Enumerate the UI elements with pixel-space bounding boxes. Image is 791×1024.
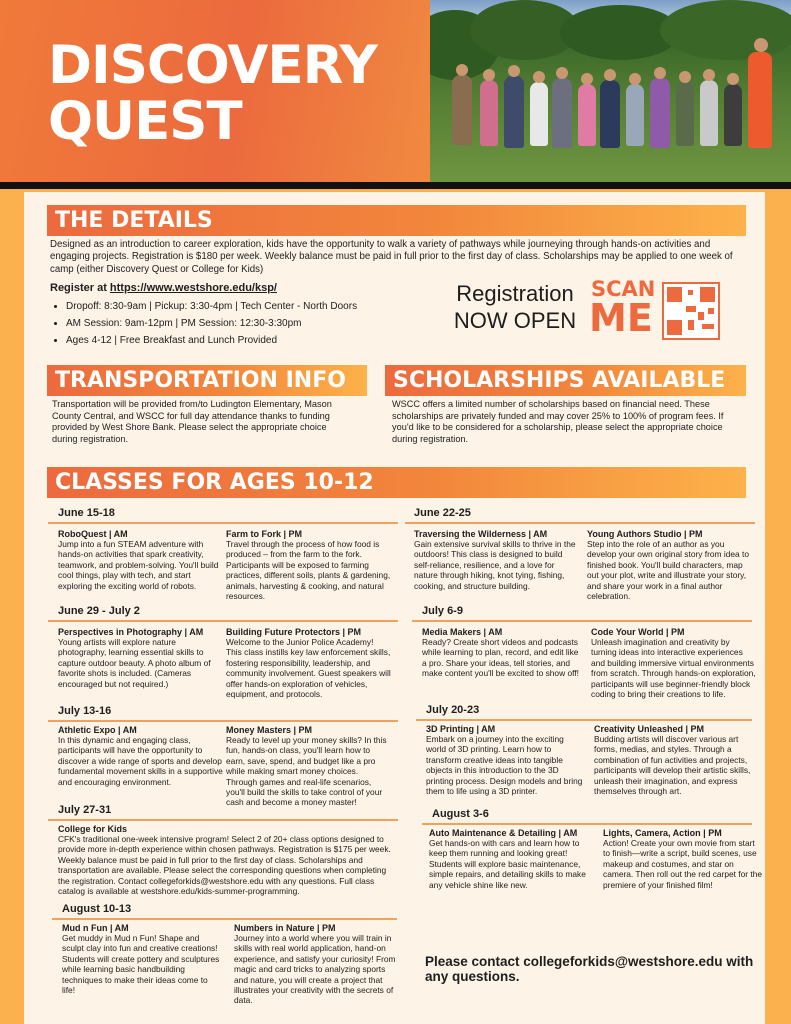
week-date: July 6-9 [422, 605, 463, 617]
class-description: Embark on a journey into the exciting world of 3D printing. Learn how to transform creative ideas into tangible objects in this introduction to the 3D printing process. Design models and bring them to life using a 3D printer. [426, 734, 583, 797]
hero-title-panel [0, 0, 430, 185]
week-date: July 13-16 [58, 705, 112, 717]
week-divider [422, 823, 752, 825]
class-title: Lights, Camera, Action | PM [603, 828, 722, 838]
bullet-sessions: • AM Session: 9am-12pm | PM Session: 12:30-3:30pm [66, 315, 446, 332]
title-line-2: QUEST [48, 91, 242, 152]
class-description: Ready to level up your money skills? In this fun, hands-on class, you'll learn how to earn, save, spend, and budget like a pro while making smart money choices. Through games and real-life scenarios, you'll build the skills to take control of your cash and become a money master! [226, 735, 387, 808]
week-date: August 10-13 [62, 903, 132, 915]
class-title: Code Your World | PM [591, 627, 685, 637]
class-title: Money Masters | PM [226, 725, 313, 735]
hero-banner [0, 0, 791, 185]
qr-code-icon[interactable] [662, 282, 720, 340]
class-description: Ready? Create short videos and podcasts while learning to plan, record, and edit like a pro. Share your ideas, tell stories, and make content you'll be excited to show off! [422, 637, 579, 679]
class-title: Traversing the Wilderness | AM [414, 529, 548, 539]
class-title: Athletic Expo | AM [58, 725, 137, 735]
class-title: Farm to Fork | PM [226, 529, 303, 539]
scan-label: SCAN [591, 277, 656, 301]
contact-note: Please contact collegeforkids@westshore.edu with any questions. [425, 954, 754, 984]
bullet-ages: • Ages 4-12 | Free Breakfast and Lunch Provided [66, 332, 446, 349]
week-date: August 3-6 [432, 808, 489, 820]
class-description: Gain extensive survival skills to thrive in the outdoors! This class is designed to build self-reliance, resilience, and a love for nature through hiking, knot tying, fishing, cooking, and structure building. [414, 539, 576, 591]
week-date: June 29 - July 2 [58, 605, 140, 617]
details-intro: Designed as an introduction to career exploration, kids have the opportunity to walk a variety of pathways while journeying through hands-on activities and engaging projects. Registration is $180 per week. Weekly balance must be paid in full prior to the first day of class. Scholarships may be applied to one week of camp (either Discovery Quest or College for Kids) [50, 239, 733, 275]
class-title: Auto Maintenance & Detailing | AM [429, 828, 578, 838]
week-divider [48, 620, 398, 622]
class-description: Travel through the process of how food is produced – from the farm to the fork. Participants will be exposed to farming practices, different soils, plants & gardening, animals, harvesting & cooking, and natural resources. [226, 539, 391, 602]
week-date: July 27-31 [58, 804, 112, 816]
register-line [50, 282, 277, 294]
group-photo [430, 0, 791, 185]
class-title: 3D Printing | AM [426, 724, 496, 734]
week-divider [412, 620, 752, 622]
bullet-dropoff: • Dropoff: 8:30-9am | Pickup: 3:30-4pm | Tech Center - North Doors [66, 298, 446, 315]
register-link[interactable]: https://www.westshore.edu/ksp/ [109, 282, 277, 294]
class-description: Unleash imagination and creativity by turning ideas into interactive experiences and building immersive virtual environments from scratch. Through hands-on exploration, participants will use beginner-friendly block coding to bring their creations to life. [591, 637, 756, 700]
class-title: Perspectives in Photography | AM [58, 627, 204, 637]
details-bullets [50, 298, 446, 349]
class-description: Get muddy in Mud n Fun! Shape and sculpt clay into fun and creative creations! Students will create pottery and sculptures while learning basic handbuilding techniques to make their ideas come to life! [62, 933, 220, 996]
hero-divider [0, 182, 791, 189]
week-divider [48, 720, 398, 722]
class-description: Get hands-on with cars and learn how to keep them running and looking great! Students will explore basic maintenance, simple repairs, and detailing skills to make any vehicle shine like new. [429, 838, 586, 890]
now-open-label: NOW OPEN [453, 308, 577, 333]
week-divider [52, 918, 397, 920]
class-description: Journey into a world where you will train in skills with real world application, hand-on experience, and satisfy your curiosity! From magic and card tricks to analyzing sports and nature, you will create a project that illustrates your creativity with the secrets of data. [234, 933, 396, 1006]
class-title: Media Makers | AM [422, 627, 503, 637]
registration-status [440, 280, 590, 334]
class-title: Numbers in Nature | PM [234, 923, 336, 933]
week-date: June 15-18 [58, 507, 115, 519]
class-description: Welcome to the Junior Police Academy! This class instills key law enforcement skills, fostering responsibility, leadership, and community involvement. Guest speakers will offer hands-on exploration of vehicles, equipment, and protocols. [226, 637, 391, 700]
week-divider [48, 522, 398, 524]
class-title: College for Kids [58, 824, 128, 834]
classes-heading: CLASSES FOR AGES 10-12 [47, 467, 746, 498]
class-title: Mud n Fun | AM [62, 923, 129, 933]
register-prefix: Register at [50, 282, 110, 294]
week-date: July 20-23 [426, 704, 480, 716]
registration-label: Registration [456, 281, 574, 306]
details-heading: THE DETAILS [47, 205, 746, 236]
class-description: Action! Create your own movie from start to finish—write a script, build scenes, use makeup and costumes, and star on camera. Then roll out the red carpet for the premiere of your finished film! [603, 838, 763, 890]
week-divider [405, 522, 755, 524]
class-description: In this dynamic and engaging class, participants will have the opportunity to discover a wide range of sports and develop fundamental movement skills in a supportive and encouraging environment. [58, 735, 223, 787]
scholarships-heading: SCHOLARSHIPS AVAILABLE [385, 365, 746, 396]
me-label: ME [589, 296, 653, 340]
class-title: Creativity Unleashed | PM [594, 724, 705, 734]
week-divider [416, 719, 752, 721]
class-title: Building Future Protectors | PM [226, 627, 362, 637]
week-date: June 22-25 [414, 507, 471, 519]
class-description: CFK's traditional one-week intensive program! Select 2 of 20+ class options designed to provide more in-depth experience within chosen pathways. Registration is $175 per week. Weekly balance must be paid in full prior to the first day of class. Scholarships and transportation are available. Please select the corresponding questions when completing the registration. Contact collegeforkids@westshore.edu with any questions. Full class catalog is available at westshore.edu/kids-summer-programming. [58, 834, 391, 897]
transportation-text: Transportation will be provided from/to Ludington Elementary, Mason County Central, and WSCC for full day attendance thanks to funding provided by West Shore Bank. Please select the appropriate choice during registration. [52, 399, 332, 444]
transportation-heading: TRANSPORTATION INFO [47, 365, 367, 396]
page-title [48, 35, 377, 152]
title-line-1: DISCOVERY [48, 35, 377, 96]
class-description: Step into the role of an author as you develop your own original story from idea to finished book. You'll build characters, map out your plot, write and illustrate your story, and share your work in a final author celebration. [587, 539, 749, 602]
class-title: Young Authors Studio | PM [587, 529, 703, 539]
class-description: Jump into a fun STEAM adventure with hands-on activities that spark creativity, teamwork, and problem-solving. You'll build cool things, play with tech, and start exploring the exciting world of robots. [58, 539, 219, 591]
class-description: Budding artists will discover various art forms, medias, and styles. Through a combination of fun activities and projects, participants will develop their artistic skills, unleash their imagination, and express themselves through art. [594, 734, 751, 797]
scholarships-text: WSCC offers a limited number of scholarships based on financial need. These scholarships are privately funded and may cover 25% to 100% of program fees. If you'd like to be considered for a scholarship, please select the appropriate choice during registration. [392, 399, 724, 444]
week-divider [48, 819, 398, 821]
class-title: RoboQuest | AM [58, 529, 128, 539]
class-description: Young artists will explore nature photography, learning essential skills to capture outdoor beauty. A photo album of favorite shots is included. (Cameras encouraged but not required.) [58, 637, 211, 689]
